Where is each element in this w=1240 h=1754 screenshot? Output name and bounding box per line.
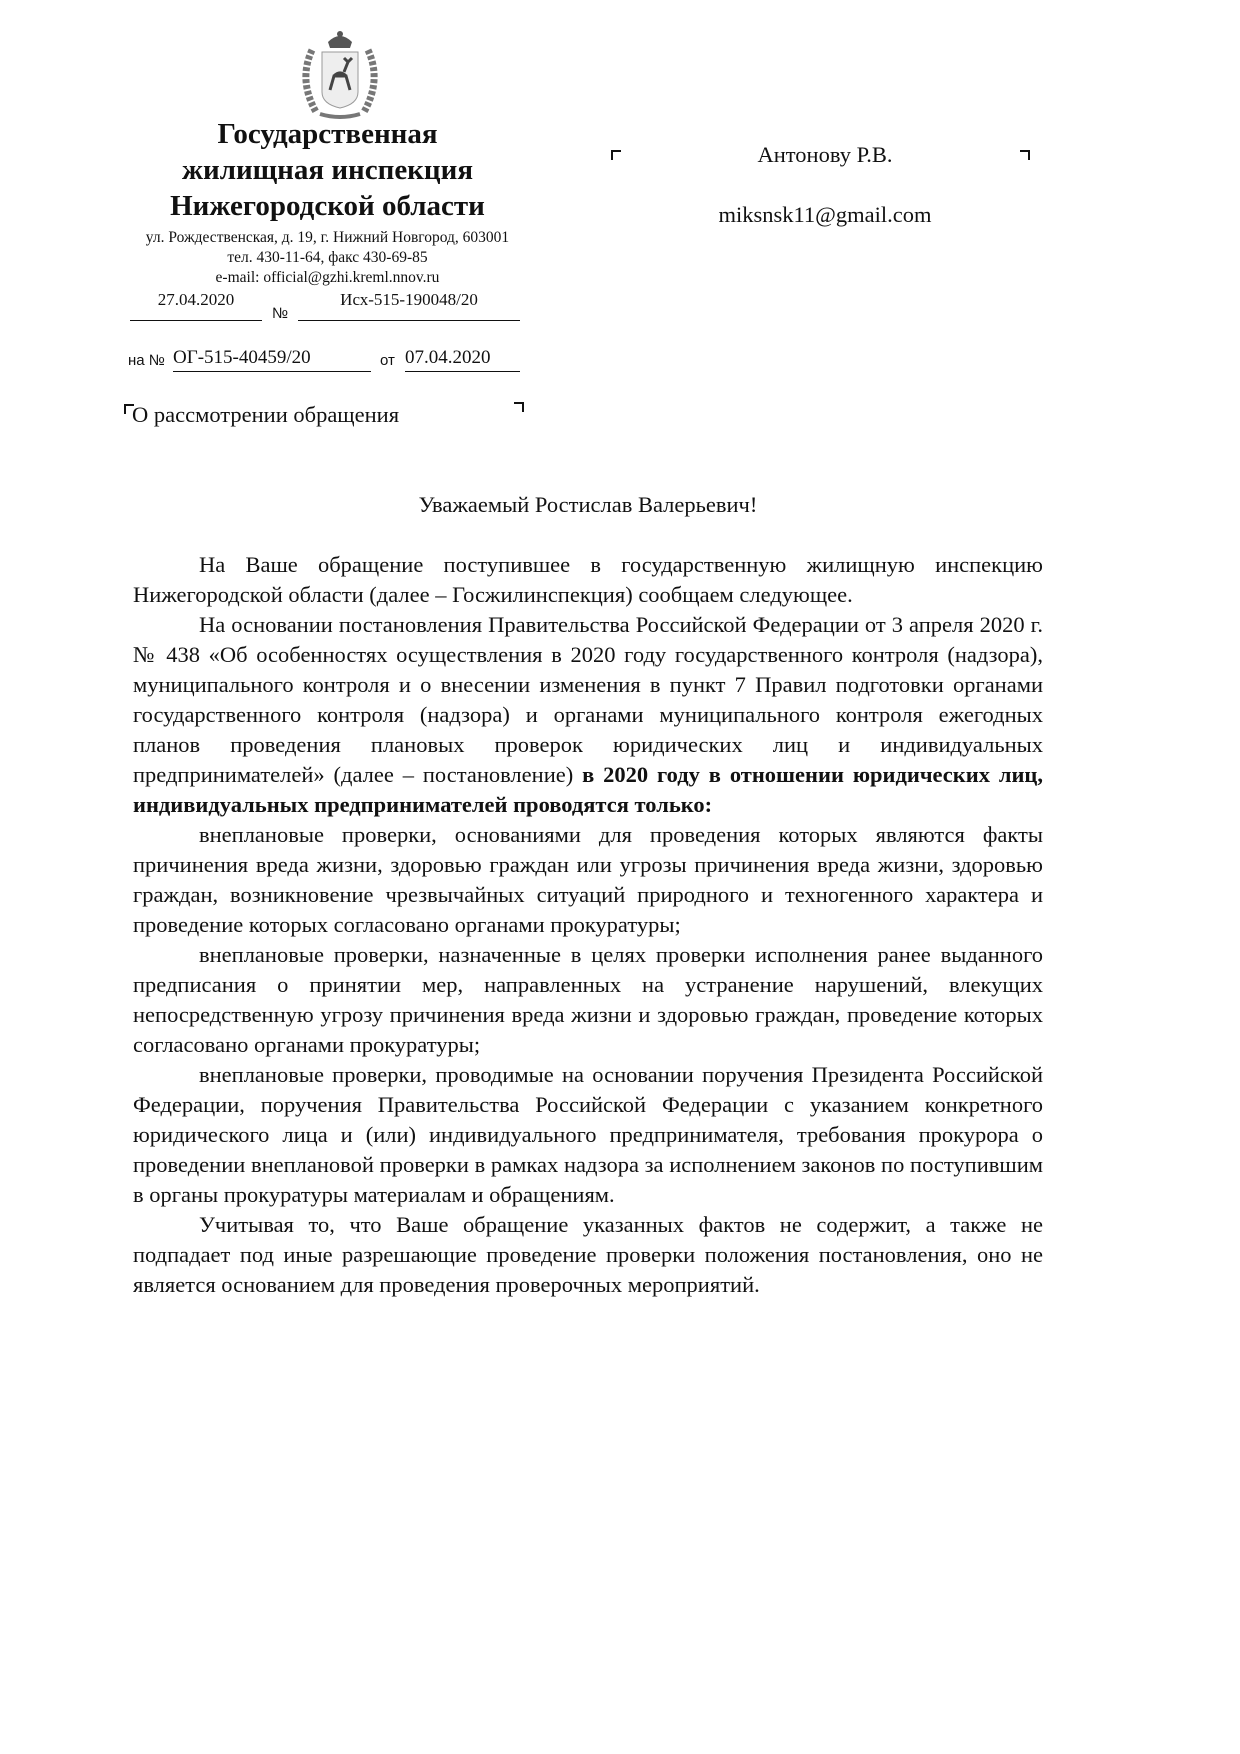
- paragraph: Учитывая то, что Ваше обращение указанных фактов не содержит, а также не подпадает под иные разрешающие проведение проверки положения постановления, оно не является основанием для проведения проверочных мероприятий.: [133, 1212, 1043, 1297]
- paragraph: На Ваше обращение поступившее в государственную жилищную инспекцию Нижегородской области (далее – Госжилинспекция) сообщаем следующее.: [133, 552, 1043, 607]
- reference-number-label: на №: [128, 352, 165, 369]
- reference-number: ОГ-515-40459/20: [173, 347, 371, 372]
- org-name-line: Государственная: [217, 118, 438, 150]
- recipient-email: miksnsk11@gmail.com: [718, 202, 932, 227]
- paragraph: внеплановые проверки, основаниями для проведения которых являются факты причинения вреда жизни, здоровью граждан или угрозы причинения вреда жизни, здоровью граждан, возникновение чрезвычайных ситуаций природного и техногенного характера и проведение которых согласовано органами прокуратуры;: [133, 822, 1043, 937]
- greeting: Уважаемый Ростислав Валерьевич!: [418, 492, 758, 517]
- subject: О рассмотрении обращения: [132, 402, 400, 427]
- paragraph: [133, 610, 1043, 820]
- number-label: №: [272, 305, 289, 322]
- recipient-name: Антонову Р.В.: [757, 142, 893, 167]
- org-name-line: жилищная инспекция: [181, 154, 474, 186]
- paragraph-text: На основании постановления Правительства Российской Федерации от 3 апреля 2020 г. № 438 «Об особенностях осуществления в 2020 году государственного контроля (надзора), муниципального контроля и о внесении изменения в пункт 7 Правил подготовки органами государственного контроля (надзора) и органами муниципального контроля ежегодных планов проведения плановых проверок юридических лиц и индивидуальных предпринимателей» (далее – постановление): [133, 612, 1043, 787]
- organization-name: [120, 116, 535, 224]
- outgoing-date: 27.04.2020: [130, 290, 262, 321]
- paragraph: внеплановые проверки, назначенные в целях проверки исполнения ранее выданного предписания о принятии мер, направленных на устранение нарушений, влекущих непосредственную угрозу причинения вреда жизни и здоровью граждан, проведение которых согласовано органами прокуратуры;: [133, 942, 1043, 1057]
- outgoing-number: Исх-515-190048/20: [298, 290, 520, 321]
- org-email: e-mail: official@gzhi.kreml.nnov.ru: [215, 269, 440, 286]
- coat-of-arms-logo: [290, 28, 390, 120]
- paragraph-emphasis: в 2020 году в отношении юридических лиц, индивидуальных предпринимателей проводятся только:: [133, 762, 1044, 817]
- corner-mark: [514, 402, 524, 412]
- org-address: ул. Рождественская, д. 19, г. Нижний Новгород, 603001: [145, 229, 510, 246]
- reference-from-label: от: [380, 352, 395, 369]
- org-contacts: [120, 228, 535, 288]
- paragraph: внеплановые проверки, проводимые на основании поручения Президента Российской Федерации, поручения Правительства Российской Федерации с указанием конкретного юридического лица и (или) индивидуального предпринимателя, требования прокурора о проведении внеплановой проверки в рамках надзора за исполнением законов по поступившим в органы прокуратуры материалам и обращениям.: [133, 1062, 1043, 1207]
- letter-body: [133, 550, 1043, 1300]
- reference-date: 07.04.2020: [405, 347, 520, 372]
- org-name-line: Нижегородской области: [170, 190, 485, 222]
- org-phone: тел. 430-11-64, факс 430-69-85: [227, 249, 428, 266]
